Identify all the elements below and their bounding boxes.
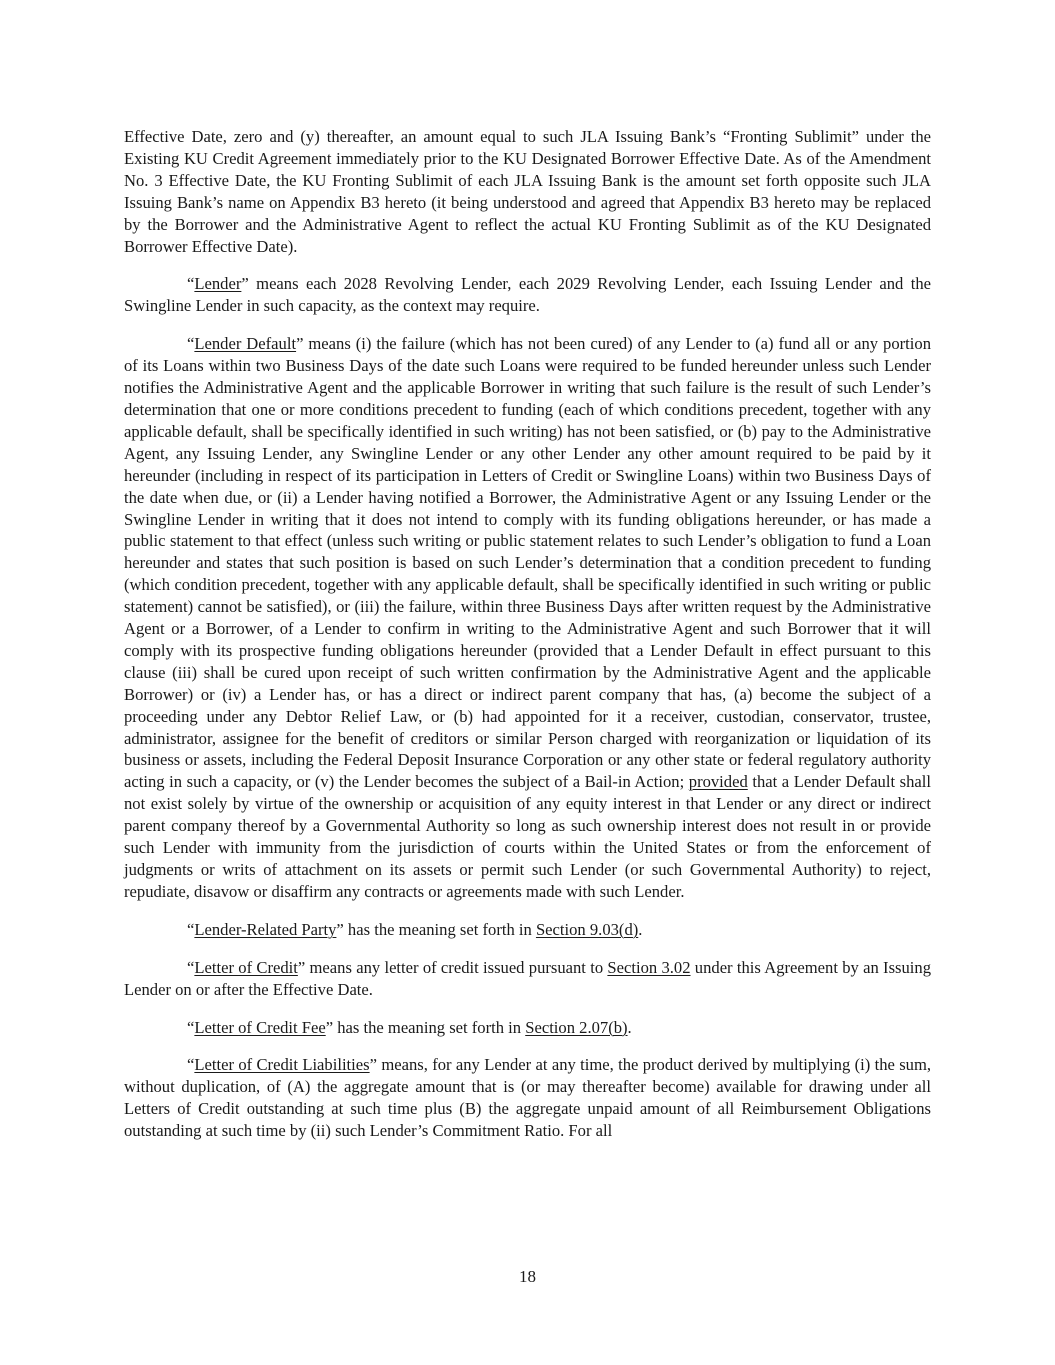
paragraph-text: under this Agreement by an Issuing Lender on or after the Effective Date. (124, 957, 931, 999)
paragraph-text: ” means any letter of credit issued pursuant to (297, 957, 608, 977)
defined-term-or-reference: Letter of Credit Fee (194, 1017, 326, 1037)
defined-term-or-reference: Lender-Related Party (194, 919, 337, 939)
paragraph-text: “ (187, 1055, 195, 1075)
paragraph (124, 1054, 931, 1142)
paragraph-text: ” means (i) the failure (which has not been cured) of any Lender to (a) fund all or any portion of its Loans within two Business Days of the date such Loans were required to be funded hereunder unless such Lender notifies the Administrative Agent and the applicable Borrower in writing that such failure is the result of such Lender’s determination that one or more conditions precedent to funding (each of which conditions precedent, together with any applicable default, shall be specifically identified in such writing) has not been satisfied, or (b) pay to the Administrative Agent, any Issuing Lender, any Swingline Lender or any other Lender any other amount required to be paid by it hereunder (including in respect of its participation in Letters of Credit or Swingline Loans) within two Business Days of the date when due, or (ii) a Lender having notified a Borrower, the Administrative Agent or any Issuing Lender or the Swingline Lender in writing that it does not intend to comply with its funding obligations hereunder, or has made a public statement to that effect (unless such writing or public statement relates to such Lender’s obligation to fund a Loan hereunder and states that such position is based on such Lender’s determination that a condition precedent to funding (which condition precedent, together with any applicable default, shall be specifically identified in such writing or public statement) cannot be satisfied), or (iii) the failure, within three Business Days after written request by the Administrative Agent or a Borrower, of a Lender to confirm in writing to the Administrative Agent and such Borrower that it will comply with its prospective funding obligations hereunder (provided that a Lender Default in effect pursuant to this clause (iii) shall be cured upon receipt of such written confirmation by the Administrative Agent and the applicable Borrower) or (iv) a Lender has, or has a direct or indirect parent company that has, (a) become the subject of a proceeding under any Debtor Relief Law, or (b) had appointed for it a receiver, custodian, conservator, trustee, administrator, assignee for the benefit of creditors or similar Person charged with reorganization or liquidation of its business or assets, including the Federal Deposit Insurance Corporation or any other state or federal regulatory authority acting in such a capacity, or (v) the Lender becomes the subject of a Bail-in Action; (124, 334, 931, 792)
paragraph (124, 1017, 931, 1039)
paragraph-text: “ (187, 334, 195, 354)
paragraph-text: ” means each 2028 Revolving Lender, each 2029 Revolving Lender, each Issuing Lender and the Swingline Lender in such capacity, as the context may require. (124, 274, 931, 316)
paragraph (124, 957, 931, 1001)
defined-term-or-reference: Section 2.07(b) (525, 1017, 628, 1037)
defined-term-or-reference: Lender (194, 274, 242, 294)
paragraph (124, 273, 931, 317)
paragraph-text: . (627, 1017, 632, 1037)
paragraph-text: ” has the meaning set forth in (336, 919, 536, 939)
paragraph-text: ” means, for any Lender at any time, the product derived by multiplying (i) the sum, without duplication, of (A) the aggregate amount that is (or may thereafter become) available for drawing under all Letters of Credit outstanding at such time plus (B) the aggregate unpaid amount of all Reimbursement Obligations outstanding at such time by (ii) such Lender’s Commitment Ratio. For all (124, 1055, 932, 1141)
paragraph-text: Effective Date, zero and (y) thereafter, an amount equal to such JLA Issuing Bank’s “Fronting Sublimit” under the Existing KU Credit Agreement immediately prior to the KU Designated Borrower Effective Date. As of the Amendment No. 3 Effective Date, the KU Fronting Sublimit of each JLA Issuing Bank is the amount set forth opposite such JLA Issuing Bank’s name on Appendix B3 hereto (it being understood and agreed that Appendix B3 hereto may be replaced by the Borrower and the Administrative Agent to reflect the actual KU Fronting Sublimit as of the KU Designated Borrower Effective Date). (124, 127, 931, 256)
defined-term-or-reference: Section 3.02 (607, 957, 691, 977)
defined-term-or-reference: Lender Default (194, 334, 297, 354)
paragraph-text: . (638, 919, 643, 939)
paragraph-text: “ (187, 274, 195, 294)
paragraph-text: “ (187, 957, 195, 977)
paragraph (124, 333, 931, 903)
paragraph-text: “ (187, 919, 195, 939)
defined-term-or-reference: Section 9.03(d) (535, 919, 639, 939)
paragraph (124, 126, 931, 257)
document-body (124, 126, 931, 1158)
paragraph-text: ” has the meaning set forth in (325, 1017, 526, 1037)
page-number: 18 (519, 1267, 536, 1286)
defined-term-or-reference: Letter of Credit (194, 957, 298, 977)
defined-term-or-reference: Letter of Credit Liabilities (194, 1055, 370, 1075)
paragraph (124, 919, 931, 941)
paragraph-text: that a Lender Default shall not exist solely by virtue of the ownership or acquisition of any equity interest in that Lender or any direct or indirect parent company thereof by a Governmental Authority so long as such ownership interest does not result in or provide such Lender with immunity from the jurisdiction of courts within the United States or from the enforcement of judgments or writs of attachment on its assets or permit such Lender (or such Governmental Authority) to reject, repudiate, disavow or disaffirm any contracts or agreements made with such Lender. (124, 772, 932, 901)
defined-term-or-reference: provided (688, 772, 748, 792)
paragraph-text: “ (187, 1017, 195, 1037)
